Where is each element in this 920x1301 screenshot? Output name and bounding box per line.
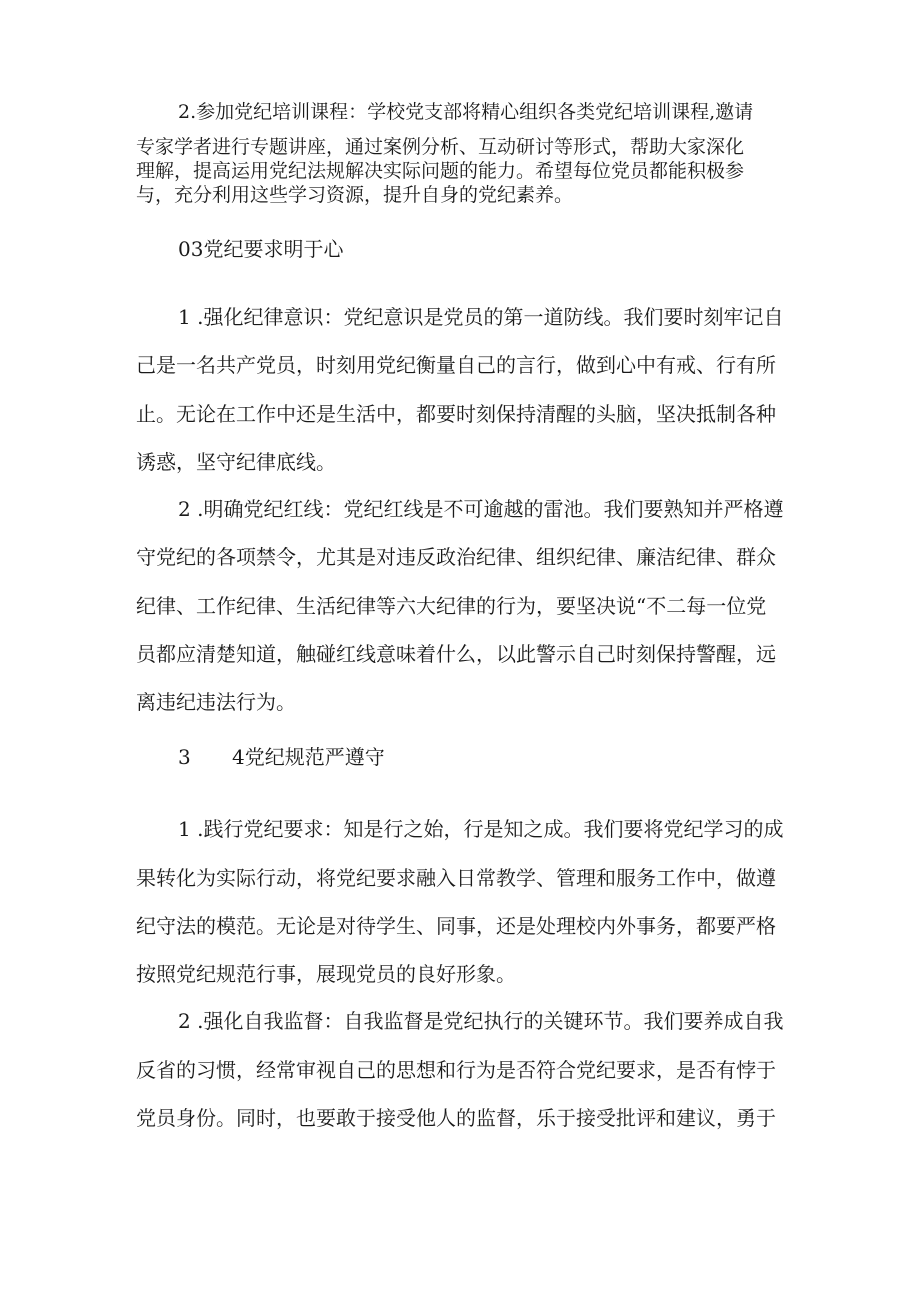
text-line: 2 .强化自我监督：自我监督是党纪执行的关键环节。我们要养成自我 [178, 1009, 784, 1033]
text-line: 员都应清楚知道，触碰红线意味着什么，以此警示自己时刻保持警醒，远 [136, 642, 776, 666]
text-line: 离违纪违法行为。 [136, 690, 296, 714]
section-heading-number: 3 [178, 745, 191, 769]
text-line: 1 .强化纪律意识：党纪意识是党员的第一道防线。我们要时刻牢记自 [178, 305, 784, 329]
text-line: 专家学者进行专题讲座，通过案例分析、互动研讨等形式，帮助大家深化 [136, 136, 745, 158]
text-line: 理解，提高运用党纪法规解决实际问题的能力。希望每位党员都能积极参 [136, 160, 745, 182]
text-line: 果转化为实际行动，将党纪要求融入日常教学、管理和服务工作中，做遵 [136, 866, 776, 890]
text-line: 2.参加党纪培训课程：学校党支部将精心组织各类党纪培训课程,邀请 [178, 101, 754, 123]
text-line: 纪律、工作纪律、生活纪律等六大纪律的行为，要坚决说“不二每一位党 [136, 594, 767, 618]
text-line: 止。无论在工作中还是生活中，都要时刻保持清醒的头脑，坚决抵制各种 [136, 402, 776, 426]
text-line: 反省的习惯，经常审视自己的思想和行为是否符合党纪要求，是否有悖于 [136, 1058, 776, 1082]
text-line: 己是一名共产党员，时刻用党纪衡量自己的言行，做到心中有戒、行有所 [136, 353, 776, 377]
text-line: 1 .践行党纪要求：知是行之始，行是知之成。我们要将党纪学习的成 [178, 817, 784, 841]
text-line: 按照党纪规范行事，展现党员的良好形象。 [136, 962, 516, 986]
section-heading-04: 4党纪规范严遵守 [232, 745, 385, 769]
text-line: 守党纪的各项禁令，尤其是对违反政治纪律、组织纪律、廉洁纪律、群众 [136, 545, 776, 569]
section-heading-03: 03党纪要求明于心 [178, 237, 344, 261]
text-line: 2 .明确党纪红线：党纪红线是不可逾越的雷池。我们要熟知并严格遵 [178, 497, 784, 521]
text-line: 党员身份。同时，也要敢于接受他人的监督，乐于接受批评和建议，勇于 [136, 1106, 776, 1130]
text-line: 诱惑，坚守纪律底线。 [136, 450, 336, 474]
text-line: 纪守法的模范。无论是对待学生、同事，还是处理校内外事务，都要严格 [136, 914, 776, 938]
text-line: 与，充分利用这些学习资源，提升自身的党纪素养。 [136, 184, 574, 206]
